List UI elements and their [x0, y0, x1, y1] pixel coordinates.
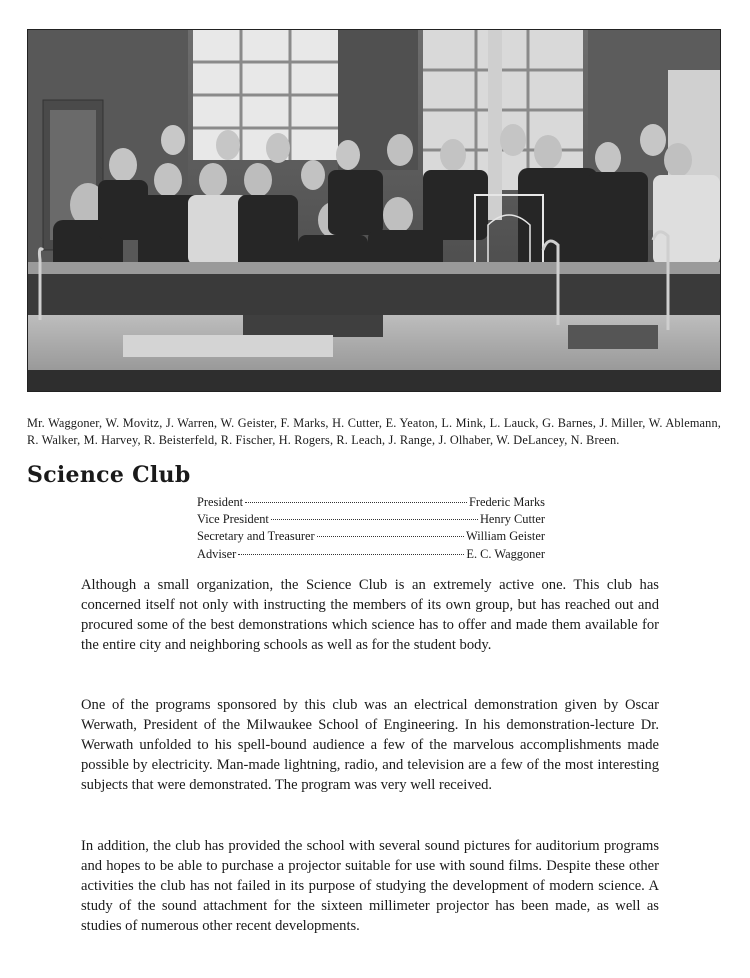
officer-role: Vice President: [197, 512, 269, 527]
page-title: Science Club: [27, 462, 191, 488]
officer-row: [197, 511, 545, 528]
photo-caption: Mr. Waggoner, W. Movitz, J. Warren, W. Geister, F. Marks, H. Cutter, E. Yeaton, L. Mink, L. Lauck, G. Barnes, J. Miller, W. Ablemann, R. Walker, M. Harvey, R. Beisterfeld, R. Fischer, H. Rogers, R. Leach, J. Range, J. Olhaber, W. DeLancey, N. Breen.: [27, 416, 721, 448]
officer-name: William Geister: [466, 529, 545, 544]
body-paragraph: Although a small organization, the Science Club is an extremely active one. This club has concerned itself not only with instructing the members of its own group, but has reached out and procured some of the best demonstrations which science has to offer and made them available for the entire city and neighboring schools as well as for the student body.: [81, 577, 659, 653]
body-paragraph: In addition, the club has provided the school with several sound pictures for auditorium programs and hopes to be able to purchase a projector suitable for use with sound films. Despite these other activities the club has not failed in its purpose of studying the development of modern science. A study of the sound attachment for the sixteen millimeter projector has been made, as well as studies of numerous other recent developments.: [81, 838, 659, 934]
officer-role: Secretary and Treasurer: [197, 529, 315, 544]
leader-dots: [245, 502, 467, 503]
officer-role: Adviser: [197, 546, 237, 561]
officer-row: [197, 528, 545, 545]
group-photo: [27, 29, 721, 392]
leader-dots: [238, 554, 464, 555]
officer-name: E. C. Waggoner: [466, 546, 545, 561]
body-paragraph: One of the programs sponsored by this club was an electrical demonstration given by Oscar Werwath, President of the Milwaukee School of Engineering. In his demonstration-lecture Dr. Werwath unfolded to his spell-bound audience a few of the marvelous accomplishments made possible by electricity. Man-made lightning, radio, and television are a few of the most interesting subjects that were demonstrated. The program was very well received.: [81, 697, 659, 793]
window-left: [193, 30, 338, 160]
officer-row: [197, 546, 545, 563]
officer-row: [197, 494, 545, 511]
officer-list: [197, 494, 545, 563]
leader-dots: [271, 519, 478, 520]
officer-name: Henry Cutter: [479, 512, 545, 527]
officer-name: Frederic Marks: [468, 495, 545, 509]
officer-role: President: [197, 495, 244, 509]
group-photo-illustration: [28, 30, 720, 391]
leader-dots: [317, 536, 464, 537]
